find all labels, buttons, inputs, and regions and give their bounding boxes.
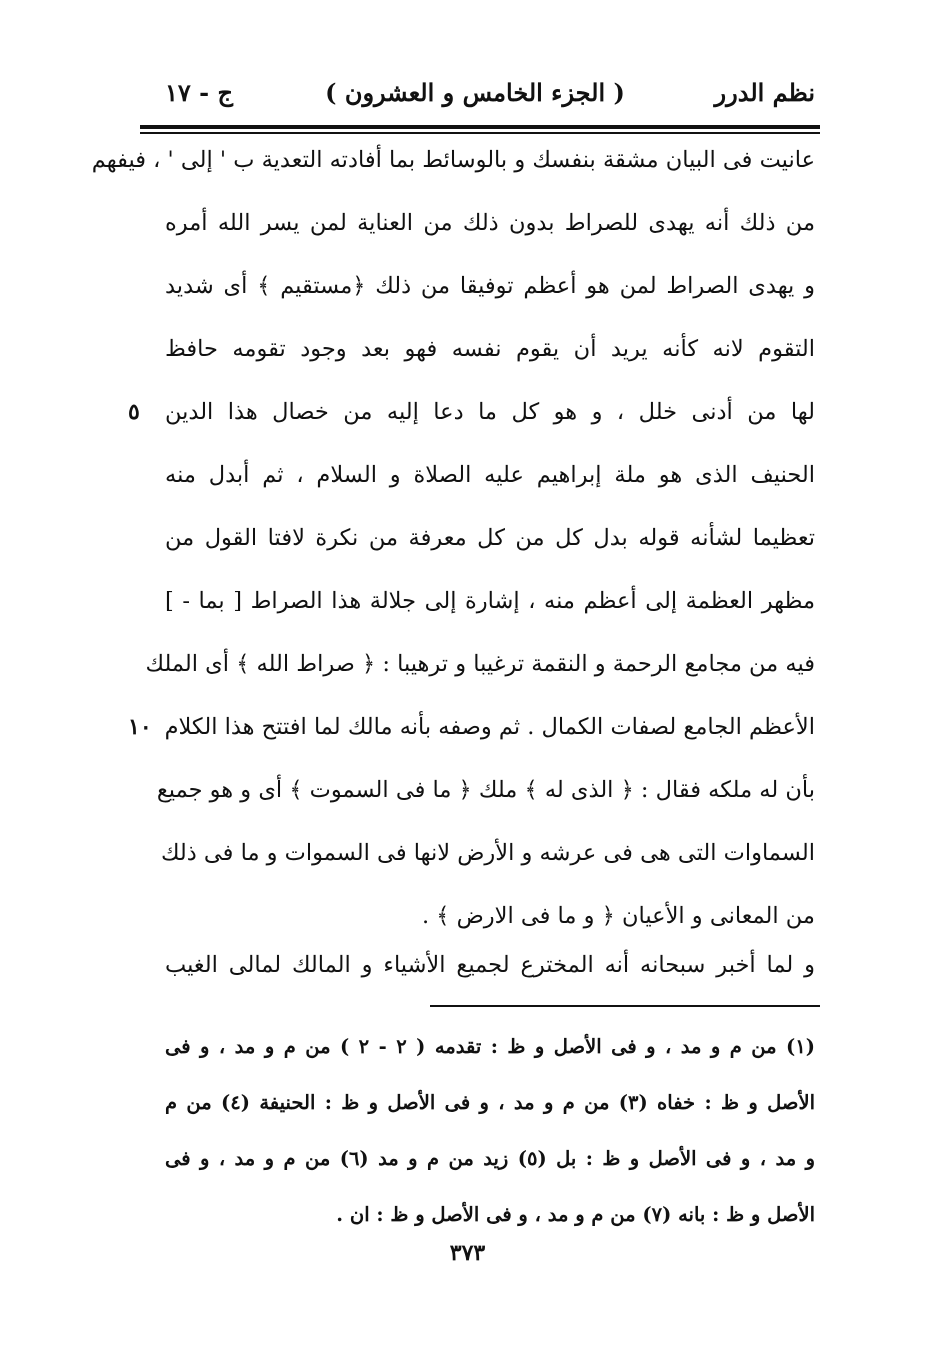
body-line: و لما أخبر سبحانه أنه المخترع لجميع الأشياء و المالك لمالى الغيب <box>165 952 815 978</box>
line-marker-5: ٥ <box>128 399 140 425</box>
body-line: الأعظم الجامع لصفات الكمال . ثم وصفه بأنه مالك لما افتتح هذا الكلام <box>164 714 815 740</box>
book-title: نظم الدرر <box>714 78 815 107</box>
body-line: فيه من مجامع الرحمة و النقمة ترغيبا و ترهيبا : ﴿ صراط الله ﴾ أى الملك <box>145 651 815 677</box>
line-marker-10: ١٠ <box>128 714 152 740</box>
body-line: السماوات التى هى فى عرشه و الأرض لانها فى السموات و ما فى ذلك <box>160 840 815 866</box>
body-line: و يهدى الصراط لمن هو أعظم توفيقا من ذلك ﴿مستقيم ﴾ أى شديد <box>165 273 815 299</box>
footnote-line: (١) من م و مد ، و فى الأصل و ظ : تقدمه ( ٢ - ٢ ) من م و مد ، و فى <box>165 1035 815 1058</box>
body-line: لها من أدنى خلل ، و هو كل ما دعا إليه من خصال هذا الدين <box>165 399 815 425</box>
body-line: بأن له ملكه فقال : ﴿ الذى له ﴾ ملك ﴿ ما فى السموت ﴾ أى و هو جميع <box>156 777 815 803</box>
volume-number: ج - ١٧ <box>165 78 233 107</box>
body-line: مظهر العظمة إلى أعظم منه ، إشارة إلى جلالة هذا الصراط [ بما - ] <box>165 588 815 614</box>
footnote-line: و مد ، و فى الأصل و ظ : بل (٥) زيد من م و مد (٦) من م و مد ، و فى <box>165 1147 815 1170</box>
footnote-separator <box>430 1005 820 1007</box>
part-title: ( الجزء الخامس و العشرون ) <box>325 78 625 107</box>
header-rule-thick <box>140 125 820 129</box>
footnote-line: الأصل و ظ : خفاه (٣) من م و مد ، و فى الأصل و ظ : الحنيفة (٤) من م <box>165 1091 816 1114</box>
header-rule-thin <box>140 132 820 134</box>
body-line: من المعانى و الأعيان ﴿ و ما فى الارض ﴾ . <box>421 903 815 929</box>
page-number: ٣٧٣ <box>449 1240 486 1266</box>
body-line: عانيت فى البيان مشقة بنفسك و بالوسائط بما أفادته التعدية ب ' إلى ' ، فيفهم <box>91 147 815 173</box>
body-line: التقوم لانه كأنه يريد أن يقوم نفسه فهو بعد وجود تقومه حافظ <box>165 336 815 362</box>
body-line: من ذلك أنه يهدى للصراط بدون ذلك من العناية لمن يسر الله أمره <box>165 210 815 236</box>
footnote-line: الأصل و ظ : بانه (٧) من م و مد ، و فى الأصل و ظ : ان . <box>336 1203 815 1226</box>
page-header <box>135 72 815 122</box>
body-line: الحنيف الذى هو ملة إبراهيم عليه الصلاة و السلام ، ثم أبدل منه <box>165 462 815 488</box>
body-line: تعظيما لشأنه قوله بدل كل من كل معرفة من نكرة لافتا القول من <box>165 525 815 551</box>
